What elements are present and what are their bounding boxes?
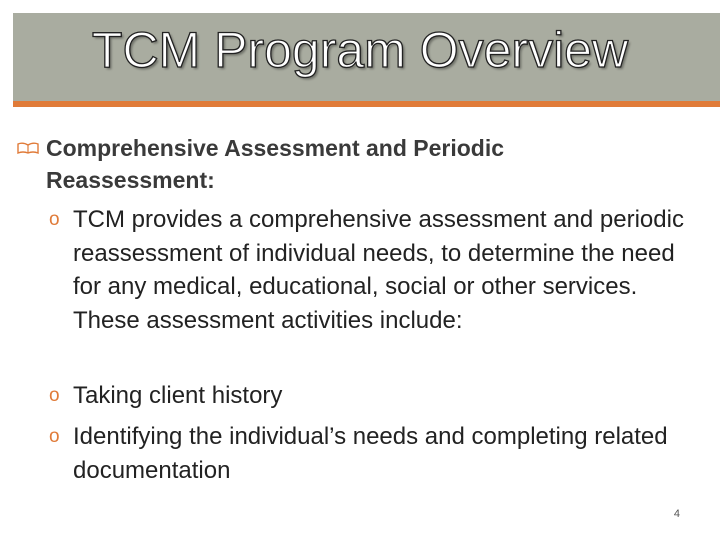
sub-bullet-text: Identifying the individual’s needs and completing related documentation bbox=[73, 423, 668, 484]
slide-title: TCM Program Overview bbox=[91, 22, 629, 78]
bullet-heading: Comprehensive Assessment and Periodic Reassessment: bbox=[46, 135, 505, 193]
sub-bullet-marker: o bbox=[49, 385, 60, 406]
sub-bullet-marker: o bbox=[49, 209, 60, 230]
title-underline bbox=[13, 101, 720, 107]
page-number: 4 bbox=[673, 508, 680, 520]
open-book-bullet-icon bbox=[17, 142, 39, 154]
sub-bullet-text: Taking client history bbox=[73, 382, 283, 409]
sub-bullet-marker: o bbox=[49, 426, 60, 447]
sub-bullet-text: TCM provides a comprehensive assessment and periodic reassessment of individual needs, to determine the need for any medical, educational, social or other services. These assessment activities include: bbox=[73, 206, 684, 334]
